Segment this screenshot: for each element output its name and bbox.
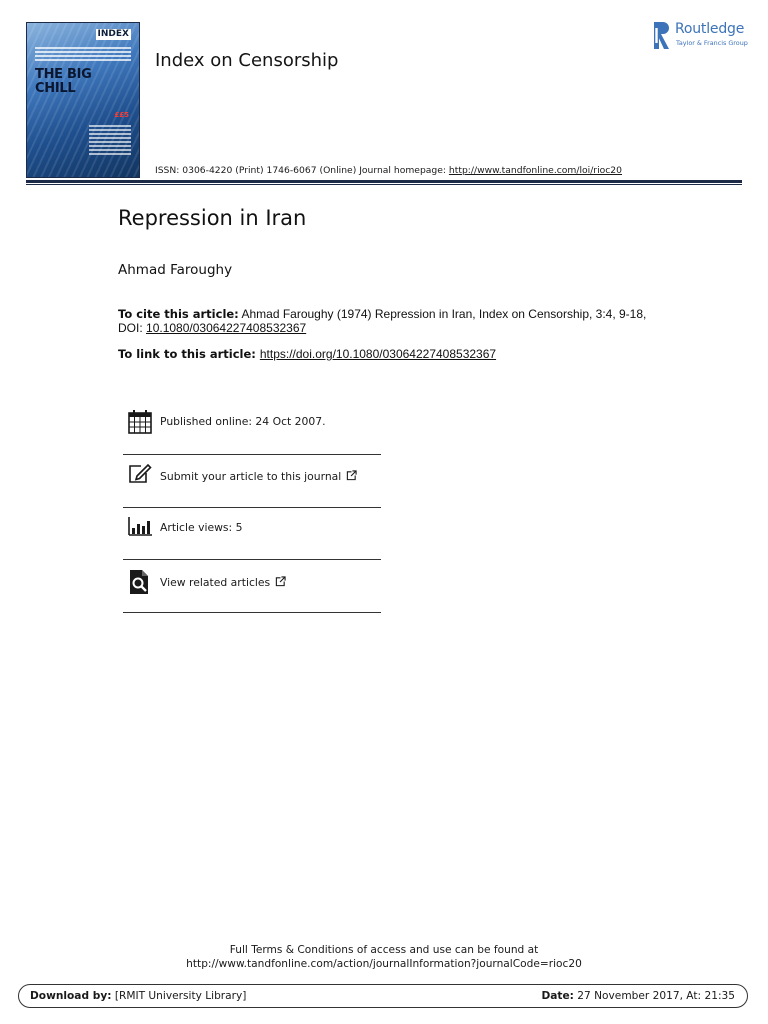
article-author: Ahmad Faroughy (118, 262, 233, 278)
download-date-label: Date: (541, 990, 574, 1002)
submit-article-row[interactable] (123, 455, 381, 507)
issn-line (155, 165, 622, 176)
cover-masthead: INDEX (97, 29, 129, 39)
journal-cover-image (26, 22, 140, 178)
header-divider-thin (26, 184, 742, 185)
terms-url[interactable]: http://www.tandfonline.com/action/journalInformation?journalCode=rioc20 (186, 958, 582, 970)
routledge-logo (654, 21, 746, 51)
download-by-value: [RMIT University Library] (111, 990, 247, 1002)
link-label: To link to this article: (118, 347, 256, 361)
download-date-value: 27 November 2017, At: 21:35 (573, 990, 735, 1002)
cite-doi-prefix: DOI: (118, 321, 147, 335)
published-online-text: Published online: 24 Oct 2007. (160, 415, 326, 428)
terms-notice (0, 943, 768, 971)
related-articles-text[interactable]: View related articles (160, 576, 271, 589)
journal-homepage-link[interactable]: http://www.tandfonline.com/loi/rioc20 (448, 165, 622, 176)
routledge-r-logo-icon (654, 22, 670, 49)
article-title: Repression in Iran (118, 206, 307, 230)
journal-title: Index on Censorship (155, 50, 339, 71)
calendar-icon (127, 409, 153, 435)
header-divider (26, 180, 742, 183)
bar-chart-icon (127, 514, 153, 540)
cite-label: To cite this article: (118, 307, 239, 321)
external-link-icon (275, 576, 286, 587)
submit-article-link[interactable] (160, 470, 357, 483)
article-doi-link[interactable]: https://doi.org/10.1080/03064227408532367 (259, 347, 497, 361)
citation-block (118, 307, 678, 335)
submit-article-text[interactable]: Submit your article to this journal (160, 470, 342, 483)
cite-doi-link[interactable]: 10.1080/03064227408532367 (146, 321, 307, 335)
article-link-block (118, 347, 678, 361)
publisher-name: Routledge (675, 21, 745, 37)
download-date (541, 990, 735, 1002)
cover-price: ££5 (114, 111, 129, 119)
download-info-bar (18, 984, 748, 1008)
external-link-icon (346, 470, 357, 481)
publisher-subtitle: Taylor & Francis Group (676, 39, 748, 47)
edit-icon (127, 461, 153, 487)
article-views-row (123, 508, 381, 560)
download-by (30, 990, 246, 1002)
cite-text: Ahmad Faroughy (1974) Repression in Iran, Index on Censorship, 3:4, 9-18, (238, 307, 647, 321)
cover-headline: THE BIG CHILL (35, 67, 92, 96)
related-articles-row[interactable] (123, 560, 381, 612)
article-views-text: Article views: 5 (160, 521, 243, 534)
issn-text: ISSN: 0306-4220 (Print) 1746-6067 (Online) Journal homepage: (155, 165, 449, 176)
download-by-label: Download by: (30, 990, 112, 1002)
search-document-icon (127, 569, 153, 595)
related-articles-link[interactable] (160, 576, 286, 589)
info-separator (123, 612, 381, 613)
terms-line: Full Terms & Conditions of access and use can be found at (229, 944, 539, 956)
cover-text-lines (35, 45, 131, 63)
published-online-row (123, 400, 381, 452)
cover-contents-lines (89, 123, 131, 157)
